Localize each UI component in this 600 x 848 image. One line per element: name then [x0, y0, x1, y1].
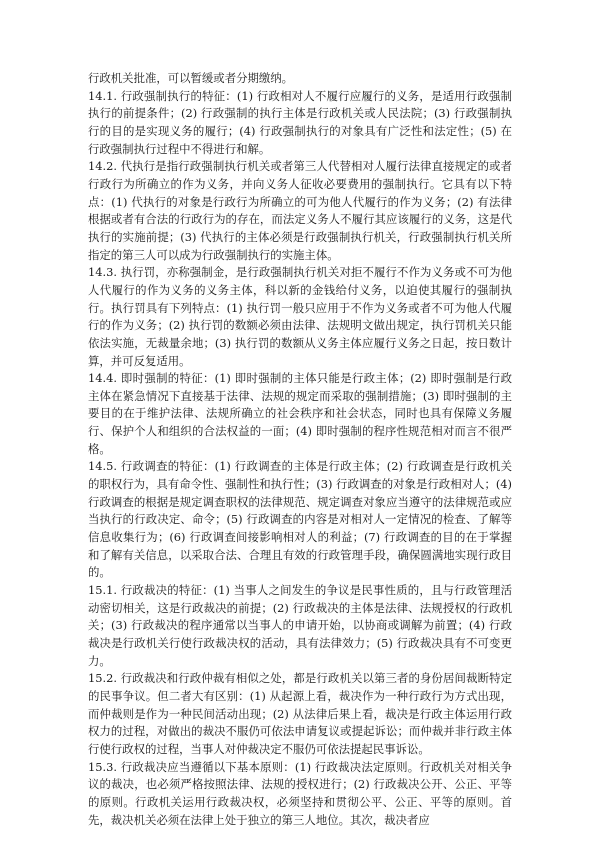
- paragraph-15-1: 15.1. 行政裁决的特征：(1) 当事人之间发生的争议是民事性质的，且与行政管理活动密切相关，这是行政裁决的前提；(2) 行政裁决的主体是法律、法规授权的行政机关；(3) 行政裁决的程序通常以当事人的申请开始，以协商或调解为前置；(4) 行政裁决是行政机关行使行政裁决权的活动，具有法律效力；(5) 行政裁决具有不可变更力。: [88, 583, 512, 668]
- paragraph-14-1: 14.1. 行政强制执行的特征：(1) 行政相对人不履行应履行的义务，是适用行政强制执行的前提条件；(2) 行政强制的执行主体是行政机关或人民法院；(3) 行政强制执行的目的是实现义务的履行；(4) 行政强制执行的对象具有广泛性和法定性；(5) 在行政强制执行过程中不得进行和解。: [88, 88, 512, 156]
- paragraph-14-5: 14.5. 行政调查的特征：(1) 行政调查的主体是行政主体；(2) 行政调查是行政机关的职权行为，具有命令性、强制性和执行性；(3) 行政调查的对象是行政相对人；(4) 行政调查的根据是规定调查职权的法律规范、规定调查对象应当遵守的法律规范或应当执行的行政决定、命令；(5) 行政调查的内容是对相对人一定情况的检查、了解等信息收集行为；(6) 行政调查间接影响相对人的利益；(7) 行政调查的目的在于掌握和了解有关信息，以采取合法、合理且有效的行政管理手段，确保圆满地实现行政目的。: [88, 459, 512, 580]
- paragraph-15-2: 15.2. 行政裁决和行政仲裁有相似之处，都是行政机关以第三者的身份居间裁断特定的民事争议。但二者大有区别：(1) 从起源上看，裁决作为一种行政行为方式出现，而仲裁则是作为一种民间活动出现；(2) 从法律后果上看，裁决是行政主体运用行政权力的过程，对做出的裁决不服仍可依法申请复议或提起诉讼；而仲裁并非行政主体行使行政权的过程，当事人对仲裁决定不服仍可依法提起民事诉讼。: [88, 671, 512, 756]
- paragraph-15-3: 15.3. 行政裁决应当遵循以下基本原则：(1) 行政裁决法定原则。行政机关对相关争议的裁决，也必须严格按照法律、法规的授权进行；(2) 行政裁决公开、公正、平等的原则。行政机关运用行政裁决权，必须坚持和贯彻公平、公正、平等的原则。首先，裁决机关必须在法律上处于独立的第三人地位。其次，裁决者应: [88, 759, 512, 827]
- paragraph-continuation: 行政机关批准，可以暂缓或者分期缴纳。: [88, 71, 294, 85]
- document-body: [88, 70, 512, 829]
- paragraph-14-3: 14.3. 执行罚，亦称强制金，是行政强制执行机关对拒不履行不作为义务或不可为他人代履行的作为义务的义务主体，科以新的金钱给付义务，以迫使其履行的强制执行。执行罚具有下列特点：(1) 执行罚一般只应用于不作为义务或者不可为他人代履行的作为义务；(2) 执行罚的数额必须由法律、法规明文做出规定，执行罚机关只能依法实施，无裁量余地；(3) 执行罚的数额从义务主体应履行义务之日起，按日数计算，并可反复适用。: [88, 265, 512, 368]
- paragraph-14-4: 14.4. 即时强制的特征：(1) 即时强制的主体只能是行政主体；(2) 即时强制是行政主体在紧急情况下直接基于法律、法规的规定而采取的强制措施；(3) 即时强制的主要目的在于维护法律、法规所确立的社会秩序和社会状态，同时也具有保障义务履行、保护个人和组织的合法权益的一面；(4) 即时强制的程序性规范相对而言不很严格。: [88, 371, 512, 456]
- paragraph-14-2: 14.2. 代执行是指行政强制执行机关或者第三人代替相对人履行法律直接规定的或者行政行为所确立的作为义务，并向义务人征收必要费用的强制执行。它具有以下特点：(1) 代执行的对象是行政行为所确立的可为他人代履行的作为义务；(2) 有法律根据或者有合法的行政行为的存在，而法定义务人不履行其应该履行的义务，这是代执行的实施前提；(3) 代执行的主体必须是行政强制执行机关，行政强制执行机关所指定的第三人可以成为行政强制执行的实施主体。: [88, 159, 512, 262]
